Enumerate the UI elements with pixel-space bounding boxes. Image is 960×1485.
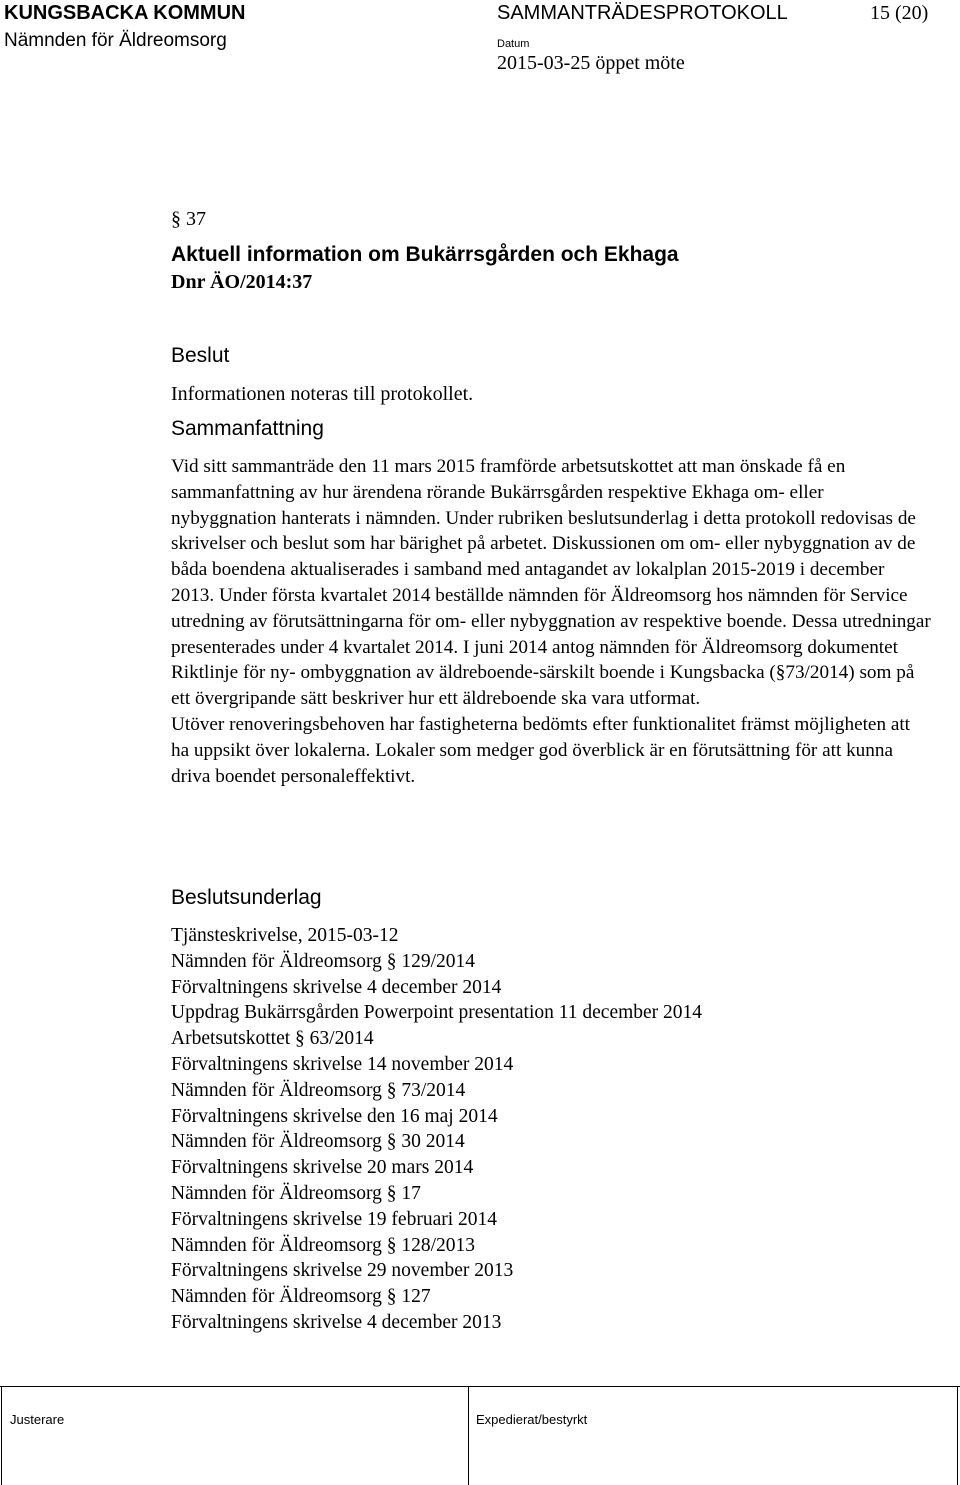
date-label: Datum [497, 38, 530, 50]
summary-paragraph: Vid sitt sammanträde den 11 mars 2015 framförde arbetsutskottet att man önskade få en sammanfattning av hur ärendena rörande Bukärrsgården respektive Ekhaga om- eller nybyggnation hanterats i nämnden. Under rubriken beslutsunderlag i detta protokoll redovisas de skrivelser och beslut som har bärighet på arbetet. Diskussionen om om- eller nybyggnation av de båda boendena aktualiserades i samband med antagandet av lokalplan 2015-2019 i december 2013. Under första kvartalet 2014 beställde nämnden för Äldreomsorg hos nämnden för Service utredning av förutsättningarna för om- eller nybyggnation av respektive boende. Dessa utredningar presenterades under 4 kvartalet 2014. I juni 2014 antog nämnden för Äldreomsorg dokumentet Riktlinje för ny- ombyggnation av äldreboende-särskilt boende i Kungsbacka (§73/2014) som på ett övergripande sätt beskriver hur ett äldreboende ska vara utformat. [171, 456, 931, 710]
list-item: Förvaltningens skrivelse den 16 maj 2014 [171, 1105, 498, 1127]
list-item: Nämnden för Äldreomsorg § 127 [171, 1286, 431, 1308]
list-item: Förvaltningens skrivelse 4 december 2014 [171, 976, 502, 998]
basis-list [171, 923, 702, 1336]
footer-border-left [1, 1386, 2, 1485]
summary-body [171, 454, 931, 789]
meeting-date: 2015-03-25 öppet möte [497, 52, 685, 74]
footer-divider [0, 1386, 960, 1387]
list-item: Arbetsutskottet § 63/2014 [171, 1028, 374, 1050]
adjuster-label: Justerare [10, 1412, 65, 1427]
decision-heading: Beslut [171, 344, 230, 367]
page-number: 15 (20) [870, 2, 929, 24]
dispatched-label: Expedierat/bestyrkt [476, 1412, 588, 1427]
list-item: Förvaltningens skrivelse 4 december 2013 [171, 1311, 502, 1333]
list-item: Tjänsteskrivelse, 2015-03-12 [171, 925, 399, 946]
list-item: Förvaltningens skrivelse 19 februari 2014 [171, 1208, 498, 1230]
case-number: Dnr ÄO/2014:37 [171, 271, 313, 293]
document-type: SAMMANTRÄDESPROTOKOLL [497, 2, 788, 24]
list-item: Förvaltningens skrivelse 29 november 2013 [171, 1260, 514, 1282]
list-item: Nämnden för Äldreomsorg § 128/2013 [171, 1234, 476, 1256]
footer-border-middle [468, 1386, 469, 1485]
footer-border-right [957, 1386, 958, 1485]
list-item: Förvaltningens skrivelse 20 mars 2014 [171, 1157, 474, 1179]
organization-name: KUNGSBACKA KOMMUN [4, 2, 246, 24]
summary-paragraph: Utöver renoveringsbehoven har fastigheterna bedömts efter funktionalitet främst möjligheten att ha uppsikt över lokalerna. Lokaler som medger god överblick är en förutsättning för att kunna driva boendet personaleffektivt. [171, 713, 911, 787]
summary-heading: Sammanfattning [171, 417, 324, 440]
list-item: Förvaltningens skrivelse 14 november 2014 [171, 1053, 514, 1075]
list-item: Nämnden för Äldreomsorg § 73/2014 [171, 1079, 466, 1101]
basis-heading: Beslutsunderlag [171, 886, 322, 909]
list-item: Nämnden för Äldreomsorg § 30 2014 [171, 1131, 465, 1153]
list-item: Uppdrag Bukärrsgården Powerpoint presentation 11 december 2014 [171, 1002, 703, 1024]
item-title: Aktuell information om Bukärrsgården och Ekhaga [171, 243, 679, 266]
paragraph-number: § 37 [171, 208, 206, 230]
list-item: Nämnden för Äldreomsorg § 17 [171, 1182, 421, 1204]
board-name: Nämnden för Äldreomsorg [4, 30, 227, 51]
list-item: Nämnden för Äldreomsorg § 129/2014 [171, 950, 476, 972]
decision-text: Informationen noteras till protokollet. [171, 383, 474, 405]
